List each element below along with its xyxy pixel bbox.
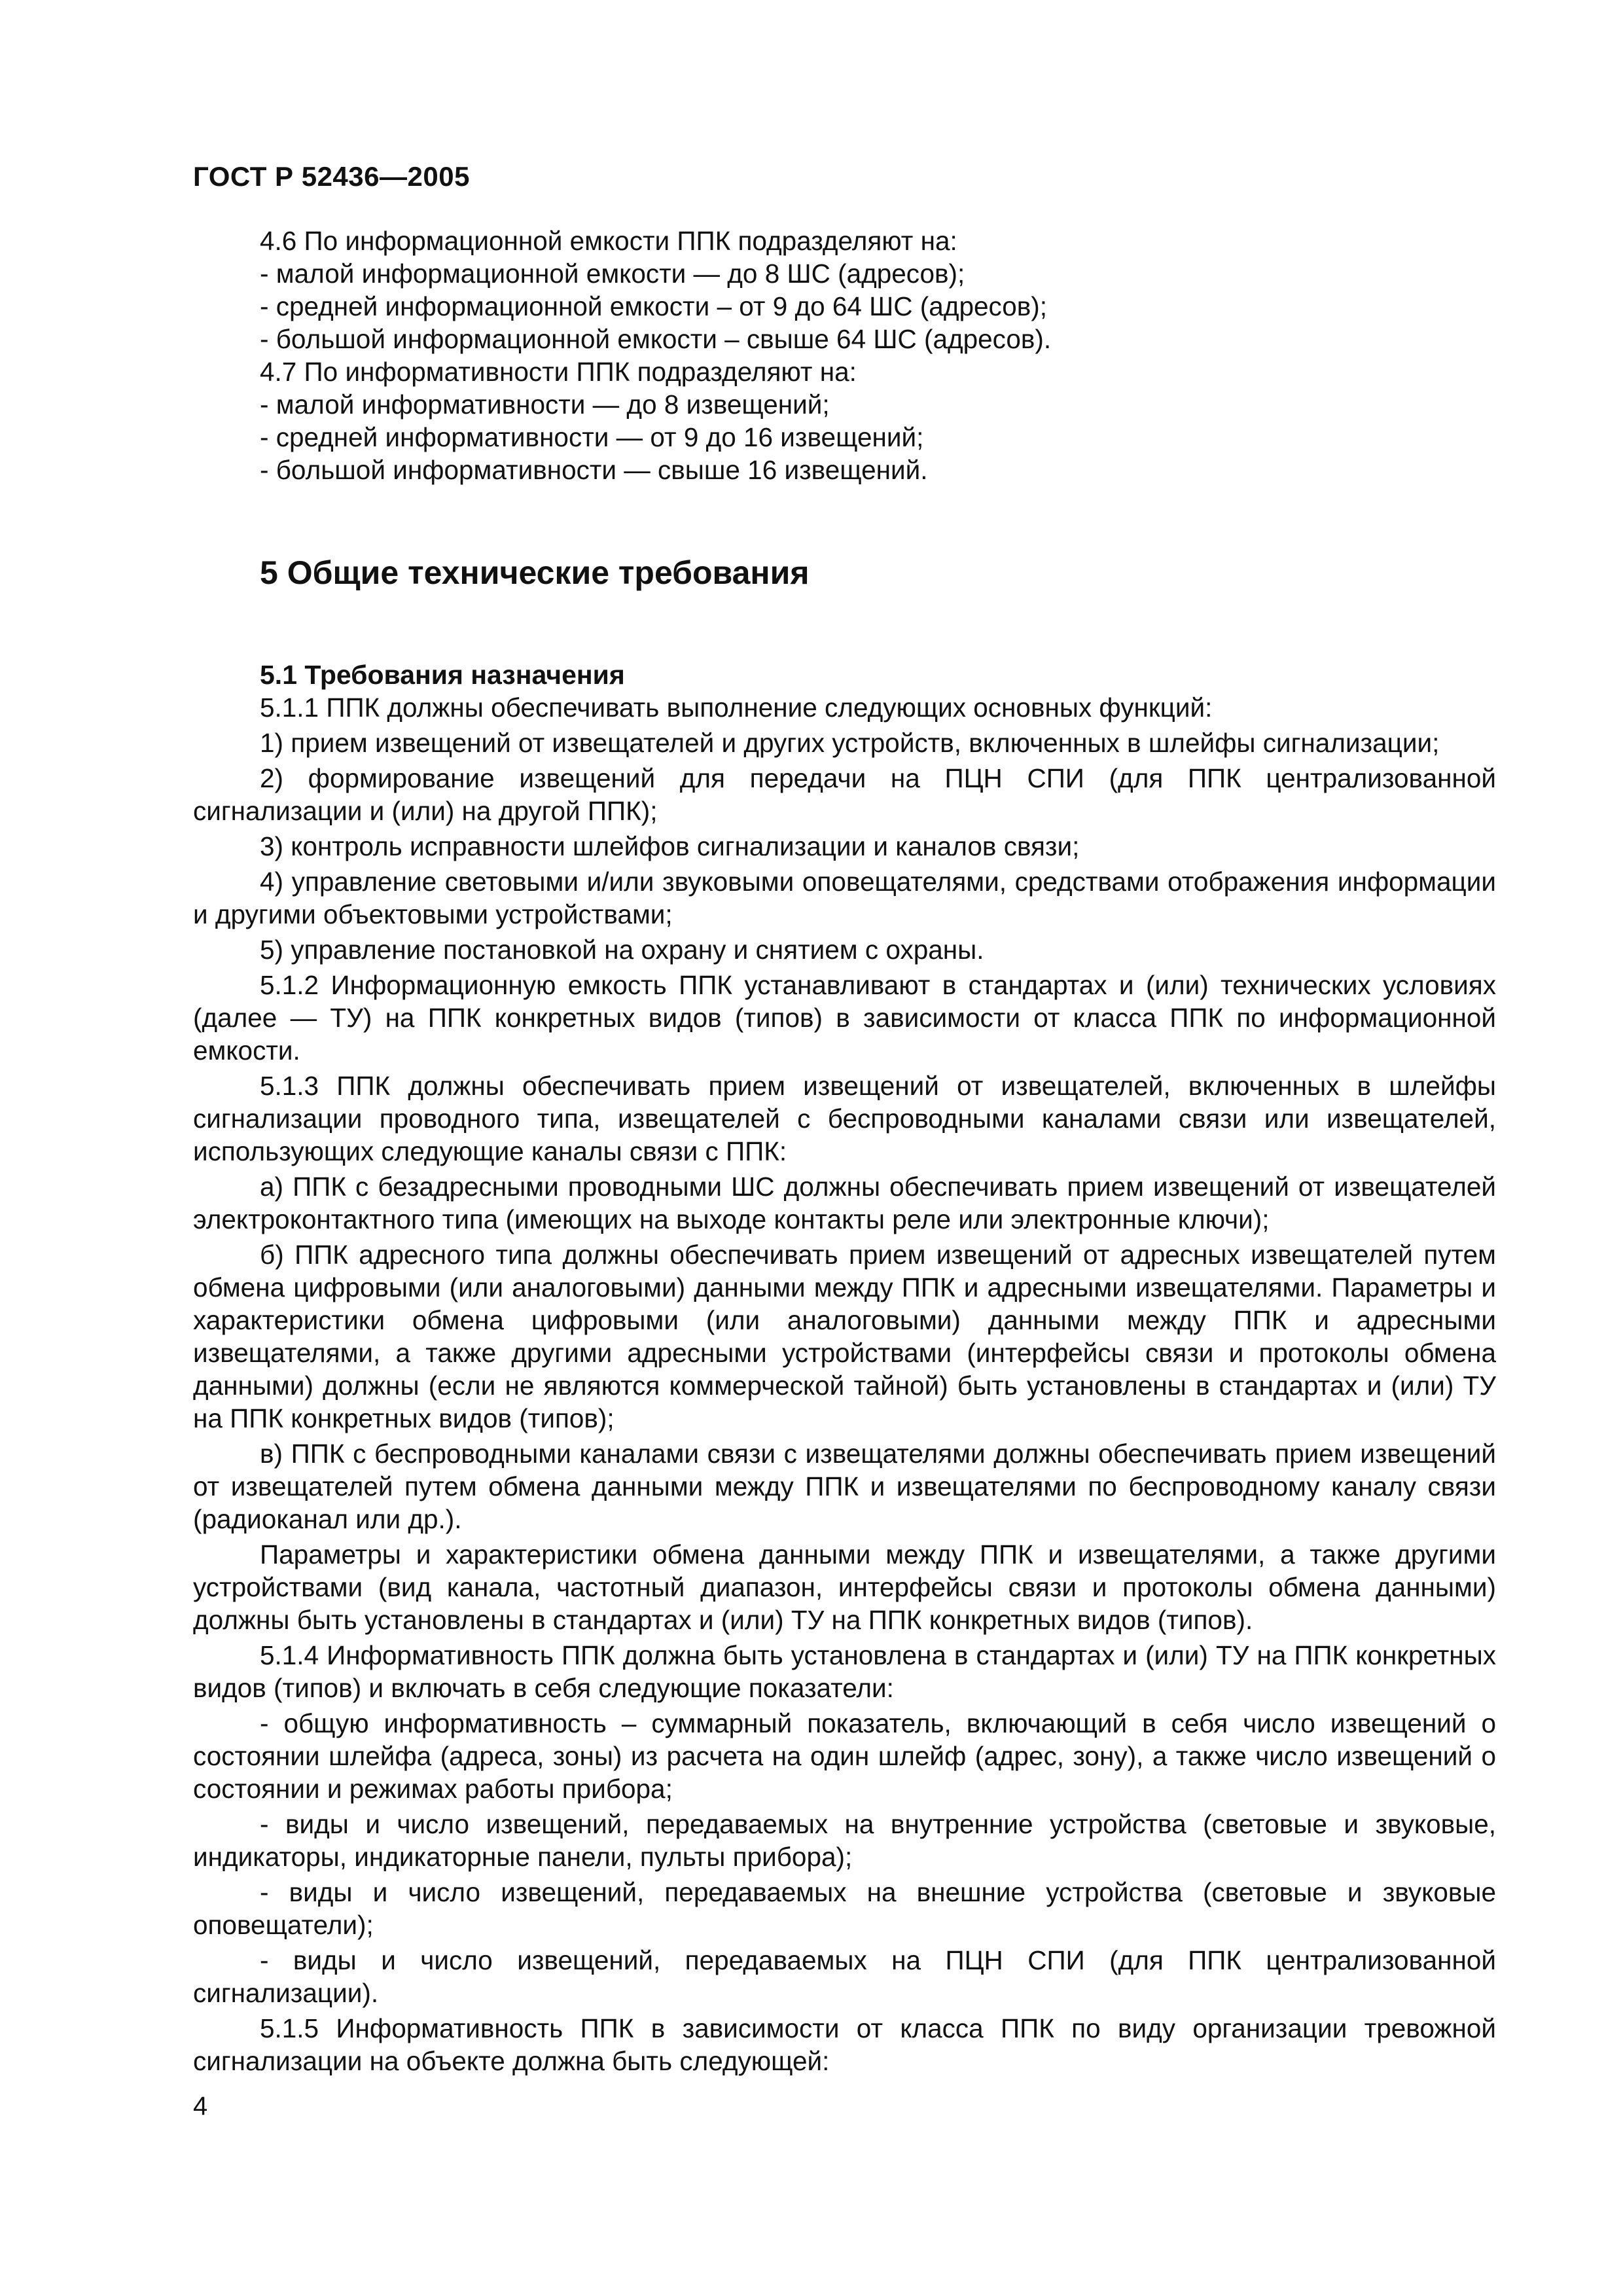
- list-item: - малой информационной емкости — до 8 ШС (адресов);: [260, 259, 965, 289]
- standard-header: ГОСТ Р 52436—2005: [193, 161, 470, 192]
- paragraph: - виды и число извещений, передаваемых на ПЦН СПИ (для ППК централизованной сигнализации).: [193, 1945, 1496, 2008]
- paragraph: 5.1.5 Информативность ППК в зависимости от класса ППК по виду организации тревожной сигнализации на объекте должна быть следующей:: [193, 2013, 1496, 2076]
- paragraph: 1) прием извещений от извещателей и других устройств, включенных в шлейфы сигнализации;: [260, 728, 1440, 758]
- page-number: 4: [193, 2092, 208, 2121]
- paragraph: Параметры и характеристики обмена данными между ППК и извещателями, а также другими устройствами (вид канала, частотный диапазон, интерфейсы связи и протоколы обмена данными) должны быть установлены в стандартах и (или) ТУ на ППК конкретных видов (типов).: [193, 1539, 1496, 1635]
- list-item: - большой информативности — свыше 16 извещений.: [260, 455, 928, 485]
- paragraph: б) ППК адресного типа должны обеспечивать прием извещений от адресных извещателей путем обмена цифровыми (или аналоговыми) данными между ППК и адресными извещателями. Параметры и характеристики обмена цифровыми (или аналоговыми) данными между ППК и адресными извещателями, а также другими адресными устройствами (интерфейсы связи и протоколы обмена данными) должны (если не являются коммерческой тайной) быть установлены в стандартах и (или) ТУ на ППК конкретных видов (типов);: [193, 1240, 1496, 1433]
- paragraph: - виды и число извещений, передаваемых на внешние устройства (световые и звуковые оповещатели);: [193, 1877, 1496, 1940]
- paragraph: а) ППК с безадресными проводными ШС должны обеспечивать прием извещений от извещателей электроконтактного типа (имеющих на выходе контакты реле или электронные ключи);: [193, 1172, 1496, 1234]
- section-heading: 5 Общие технические требования: [260, 554, 810, 591]
- list-item: - большой информационной емкости – свыше 64 ШС (адресов).: [260, 324, 1052, 354]
- paragraph: 5.1.4 Информативность ППК должна быть установлена в стандартах и (или) ТУ на ППК конкретных видов (типов) и включать в себя следующие показатели:: [193, 1640, 1496, 1703]
- subsection-heading: 5.1 Требования назначения: [260, 660, 625, 690]
- paragraph: в) ППК с беспроводными каналами связи с извещателями должны обеспечивать прием извещений от извещателей путем обмена данными между ППК и извещателями по беспроводному каналу связи (радиоканал или др.).: [193, 1439, 1496, 1534]
- list-item: - малой информативности — до 8 извещений;: [260, 389, 830, 420]
- paragraph: 3) контроль исправности шлейфов сигнализации и каналов связи;: [260, 831, 1080, 861]
- paragraph: 4) управление световыми и/или звуковыми оповещателями, средствами отображения информации и другими объектовыми устройствами;: [193, 867, 1496, 929]
- section-5-body: [193, 658, 1496, 2080]
- paragraph: 5.1.2 Информационную емкость ППК устанавливают в стандартах и (или) технических условиях (далее — ТУ) на ППК конкретных видов (типов) в зависимости от класса ППК по информационной емкости.: [193, 970, 1496, 1066]
- paragraph: 5) управление постановкой на охрану и снятием с охраны.: [260, 935, 984, 965]
- paragraph: - виды и число извещений, передаваемых на внутренние устройства (световые и звуковые, индикаторы, индикаторные панели, пульты прибора);: [193, 1809, 1496, 1872]
- list-item: 4.7 По информативности ППК подразделяют на:: [260, 357, 857, 387]
- list-item: - средней информативности — от 9 до 16 извещений;: [260, 422, 924, 452]
- paragraph: 5.1.3 ППК должны обеспечивать прием извещений от извещателей, включенных в шлейфы сигнализации проводного типа, извещателей с беспроводными каналами связи или извещателей, использующих следующие каналы связи с ППК:: [193, 1071, 1496, 1166]
- list-item: 4.6 По информационной емкости ППК подразделяют на:: [260, 226, 957, 256]
- paragraph: 2) формирование извещений для передачи на ПЦН СПИ (для ППК централизованной сигнализации и (или) на другой ППК);: [193, 763, 1496, 826]
- list-item: - средней информационной емкости – от 9 до 64 ШС (адресов);: [260, 291, 1047, 321]
- paragraph: - общую информативность – суммарный показатель, включающий в себя число извещений о состоянии шлейфа (адреса, зоны) из расчета на один шлейф (адрес, зону), а также число извещений о состоянии и режимах работы прибора;: [193, 1708, 1496, 1804]
- paragraph: 5.1.1 ППК должны обеспечивать выполнение следующих основных функций:: [260, 692, 1213, 723]
- section-4-list: [260, 224, 1503, 486]
